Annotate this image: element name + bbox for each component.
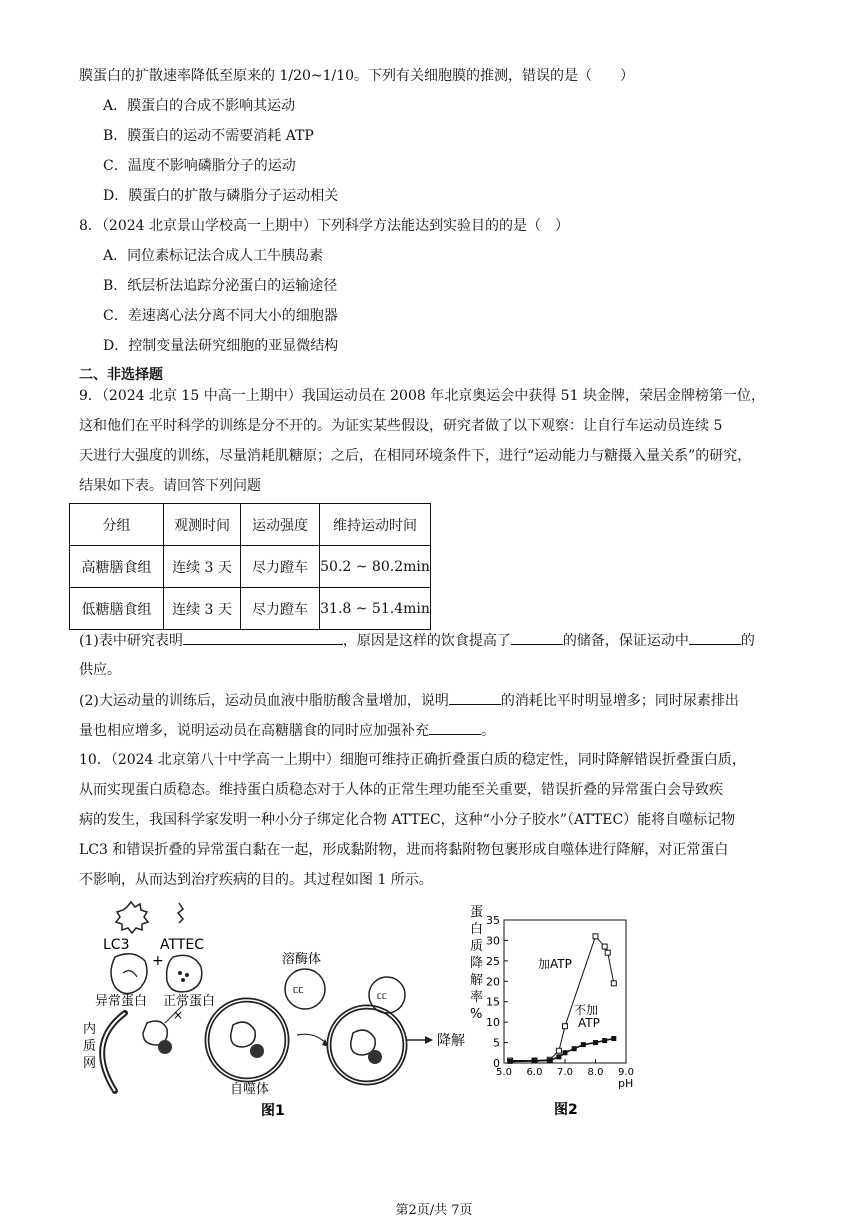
lc3-label: LC3 [103, 937, 130, 953]
x-tick-label: 6.0 [526, 1067, 543, 1078]
q9-sub1 [79, 630, 755, 651]
q7-option-c[interactable]: C．温度不影响磷脂分子的运动 [103, 158, 296, 174]
cross-mark: × [173, 1008, 184, 1022]
y-tick-label: 5 [493, 1036, 500, 1050]
x-tick-label: 9.0 [618, 1067, 634, 1078]
y-axis-label-char: 降 [470, 956, 484, 971]
x-tick-label: 7.0 [557, 1067, 573, 1078]
data-point-add-atp [556, 1048, 561, 1053]
q7-option-d[interactable]: D．膜蛋白的扩散与磷脂分子运动相关 [103, 188, 339, 204]
table-cell: 31.8 ~ 51.4min [320, 588, 431, 630]
data-point-add-atp [602, 944, 607, 949]
y-tick-label: 30 [486, 934, 500, 948]
y-axis-label-char: 蛋 [470, 905, 484, 920]
degrade-label: 降解 [437, 1033, 465, 1049]
abnormal-protein-icon [111, 954, 147, 994]
autophagosome-label: 自噬体 [230, 1082, 270, 1097]
series-label-no-atp-2: ATP [578, 1016, 600, 1030]
y-axis-label-char: 解 [470, 973, 484, 988]
table-cell: 尽力蹬车 [241, 588, 320, 630]
y-axis-label-char: % [470, 1007, 483, 1022]
x-tick-label: 5.0 [496, 1067, 512, 1078]
q7-stem: 膜蛋白的扩散速率降低至原来的 1/20~1/10。下列有关细胞膜的推测，错误的是（ ） [79, 68, 635, 84]
q8-option-d[interactable]: D．控制变量法研究细胞的亚显微结构 [103, 338, 339, 354]
y-axis-label-char: 白 [470, 922, 484, 937]
q9-sub1-text: 的储备，保证运动中 [562, 633, 689, 649]
x-axis-label: pH [618, 1077, 634, 1090]
y-tick-label: 0 [493, 1057, 500, 1070]
data-point-add-atp [605, 950, 610, 955]
er-label-char: 网 [83, 1056, 97, 1071]
table-header: 运动强度 [241, 504, 320, 546]
attec-molecule-icon [178, 903, 183, 923]
table-cell: 连续 3 天 [164, 588, 241, 630]
q7-option-a[interactable]: A．膜蛋白的合成不影响其运动 [103, 98, 296, 114]
er-label-char: 质 [83, 1039, 97, 1054]
data-point-no-atp [602, 1038, 607, 1043]
figure-2-caption: 图2 [554, 1102, 578, 1118]
series-line [510, 1039, 614, 1062]
answer-blank-3[interactable] [689, 630, 741, 645]
table-cell: 50.2 ~ 80.2min [320, 546, 431, 588]
q9-sub2-text: 的消耗比平时明显增多；同时尿素排出 [500, 693, 739, 709]
q9-line-3: 天进行大强度的训练，尽量消耗肌糖原；之后，在相同环境条件下，进行“运动能力与糖摄入量关系”的研究， [79, 448, 752, 464]
table-cell: 高糖膳食组 [70, 546, 164, 588]
q9-line-2: 这和他们在平时科学的训练是分不开的。为证实某些假设，研究者做了以下观察：让自行车运动员连续 5 [79, 418, 723, 434]
plot-frame [504, 920, 626, 1063]
svg-text:ᥴᥴ: ᥴᥴ [377, 991, 387, 1002]
q9-line-1: 9．（2024 北京 15 中高一上期中）我国运动员在 2008 年北京奥运会中获得 51 块金牌，荣居金牌榜第一位， [79, 388, 765, 404]
data-point-no-atp [572, 1046, 577, 1051]
figure-2-chart [458, 900, 648, 1122]
plus-sign: + [152, 953, 164, 969]
answer-blank-4[interactable] [449, 690, 501, 705]
table-header: 分组 [70, 504, 164, 546]
lc3-molecule-icon [116, 902, 148, 933]
table-row [70, 588, 431, 630]
q8-option-b[interactable]: B．纸层析法追踪分泌蛋白的运输途径 [103, 278, 338, 294]
table-cell: 低糖膳食组 [70, 588, 164, 630]
q9-sub2-cont [79, 720, 495, 741]
y-axis-label-char: 质 [470, 939, 484, 954]
q9-sub2-text: (2)大运动量的训练后，运动员血液中脂肪酸含量增加，说明 [79, 693, 449, 709]
data-point-add-atp [563, 1024, 568, 1029]
svg-text:ᥴᥴ: ᥴᥴ [293, 983, 304, 996]
q9-sub1-text: ，原因是这样的饮食提高了 [342, 633, 511, 649]
q9-line-4: 结果如下表。请回答下列问题 [79, 478, 261, 494]
data-point-no-atp [581, 1042, 586, 1047]
data-point-add-atp [611, 981, 616, 986]
q7-option-b[interactable]: B．膜蛋白的运动不需要消耗 ATP [103, 128, 314, 144]
q8-stem: 8．（2024 北京景山学校高一上期中）下列科学方法能达到实验目的的是（ ） [79, 218, 569, 234]
er-label-char: 内 [83, 1022, 97, 1037]
figure-1-caption: 图1 [261, 1103, 285, 1119]
table-header: 维持运动时间 [320, 504, 431, 546]
series-label-add-atp: 加ATP [538, 957, 572, 971]
attec-label: ATTEC [160, 937, 204, 953]
data-point-no-atp [563, 1050, 568, 1055]
q9-sub2 [79, 690, 739, 711]
results-table [69, 503, 431, 630]
y-axis-label-char: 率 [470, 990, 484, 1005]
table-header-row [70, 504, 431, 546]
lysosome-label: 溶酶体 [282, 952, 322, 967]
answer-blank-2[interactable] [511, 630, 563, 645]
q10-line-3: 病的发生，我国科学家发明一种小分子绑定化合物 ATTEC，这种“小分子胶水”（ATTEC）能将自噬标记物 [79, 812, 736, 828]
y-tick-label: 10 [486, 1016, 500, 1030]
q8-option-a[interactable]: A．同位素标记法合成人工牛胰岛素 [103, 248, 324, 264]
lysosome-icon [285, 969, 325, 1009]
q9-sub2-text: 。 [481, 723, 495, 739]
series-label-no-atp-1: 不加 [574, 1003, 599, 1017]
y-tick-label: 25 [486, 954, 500, 968]
y-tick-label: 20 [486, 975, 500, 989]
data-point-no-atp [532, 1058, 537, 1063]
q9-sub1-text: 的 [740, 633, 755, 649]
q10-line-4: LC3 和错误折叠的异常蛋白黏在一起，形成黏附物，进而将黏附物包裹形成自噬体进行降解，对正常蛋白 [79, 842, 729, 858]
q9-sub2-text: 量也相应增多，说明运动员在高糖膳食的同时应加强补充 [79, 723, 429, 739]
q8-option-c[interactable]: C．差速离心法分离不同大小的细胞器 [103, 308, 338, 324]
data-point-add-atp [593, 934, 598, 939]
figure-1-diagram [75, 895, 483, 1125]
q10-line-5: 不影响，从而达到治疗疾病的目的。其过程如图 1 所示。 [79, 872, 433, 888]
data-point-no-atp [556, 1054, 561, 1059]
table-header: 观测时间 [164, 504, 241, 546]
data-point-no-atp [611, 1036, 616, 1041]
data-point-no-atp [508, 1059, 513, 1064]
normal-protein-label: 正常蛋白 [163, 994, 216, 1009]
table-cell: 连续 3 天 [164, 546, 241, 588]
answer-blank-5[interactable] [429, 720, 481, 735]
table-row [70, 546, 431, 588]
q9-sub1-cont: 供应。 [79, 662, 121, 678]
data-point-no-atp [547, 1058, 552, 1063]
normal-protein-icon [167, 955, 202, 992]
abnormal-protein-label: 异常蛋白 [95, 994, 148, 1009]
data-point-no-atp [593, 1040, 598, 1045]
table-cell: 尽力蹬车 [241, 546, 320, 588]
q10-line-2: 从而实现蛋白质稳态。维持蛋白质稳态对于人体的正常生理功能至关重要，错误折叠的异常蛋白会导致疾 [79, 782, 723, 798]
y-tick-label: 35 [486, 914, 500, 927]
y-tick-label: 15 [486, 995, 500, 1009]
x-tick-label: 8.0 [587, 1067, 604, 1078]
q9-sub1-text: (1)表中研究表明 [79, 633, 183, 649]
page-footer: 第2页/共 7页 [395, 1203, 473, 1218]
answer-blank-1[interactable] [183, 630, 343, 645]
section-heading: 二、非选择题 [79, 367, 163, 383]
q10-line-1: 10．（2024 北京第八十中学高一上期中）细胞可维持正确折叠蛋白质的稳定性，同时降解错误折叠蛋白质， [79, 752, 746, 768]
